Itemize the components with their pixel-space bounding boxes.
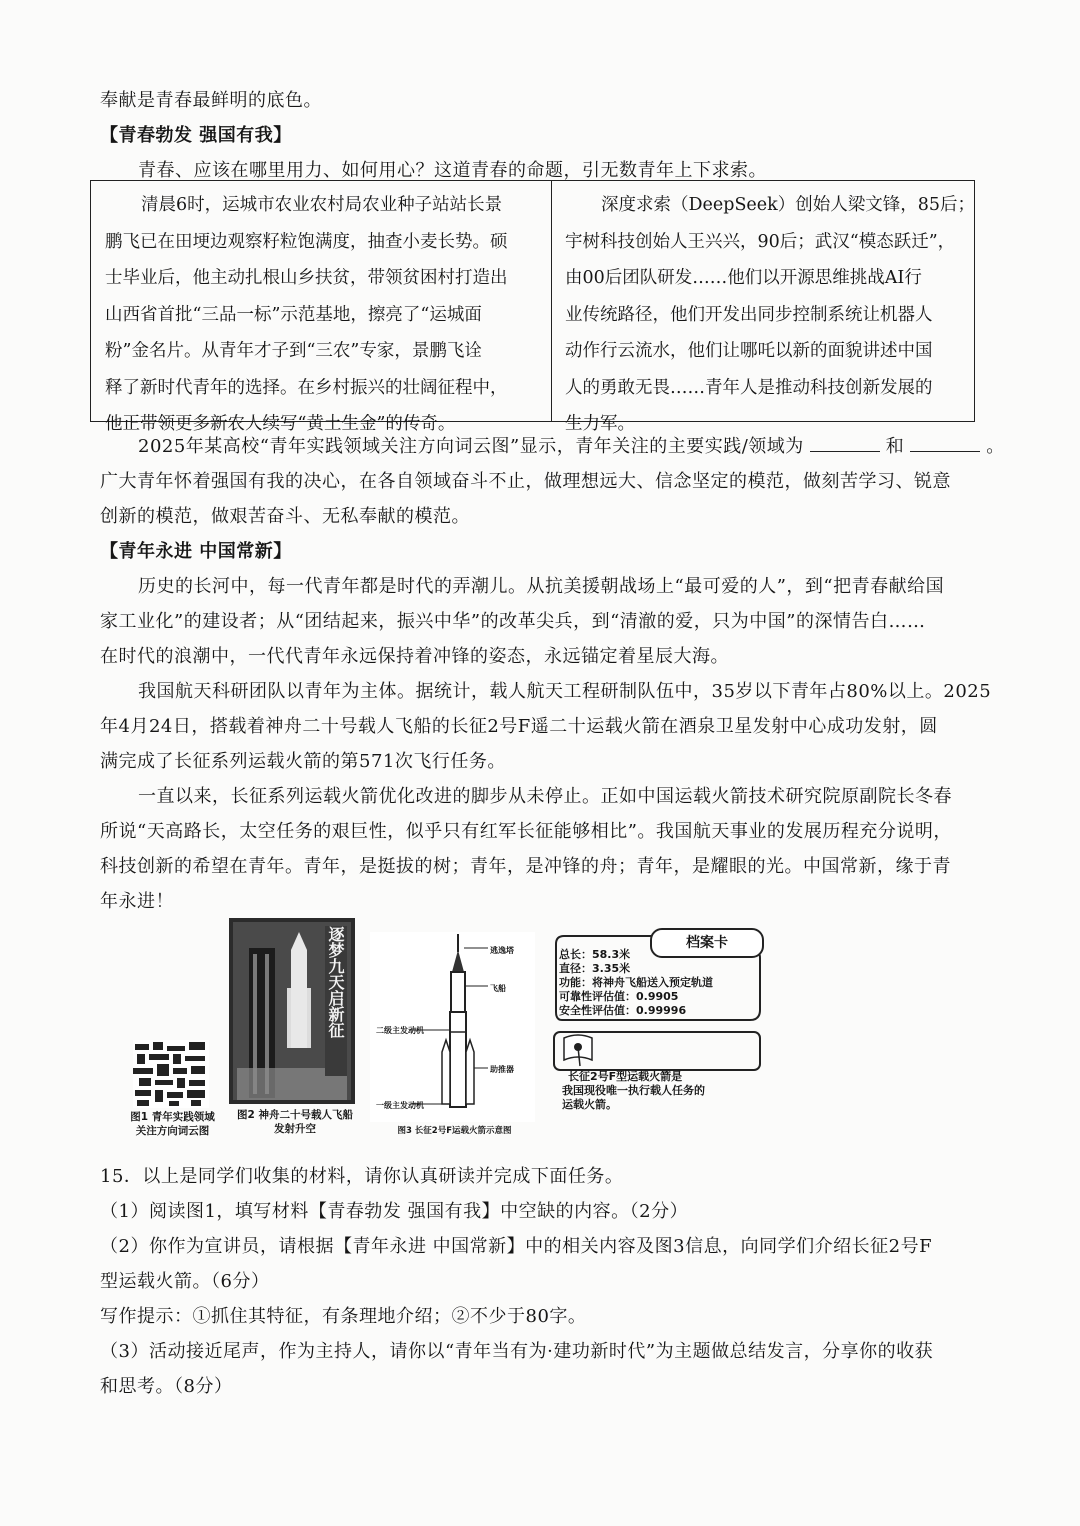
question-3-line: 和思考。（8分）	[100, 1376, 233, 1397]
label-escape-tower: 逃逸塔	[490, 946, 514, 955]
word-cloud-image	[133, 1040, 209, 1108]
para3-line: 科技创新的希望在青年。青年，是挺拔的树；青年，是冲锋的舟；青年，是耀眼的光。中国常新，缘于青	[100, 856, 951, 877]
right-line: 生力军。	[565, 414, 635, 434]
right-box-text	[565, 187, 975, 443]
archive-card-title: 档案卡	[650, 928, 764, 958]
left-line: 释了新时代青年的选择。在乡村振兴的壮阔征程中，	[105, 377, 508, 398]
question-stem: 15．以上是同学们收集的材料，请你认真研读并完成下面任务。	[100, 1166, 624, 1187]
right-line: 业传统路径，他们开发出同步控制系统让机器人	[565, 304, 933, 325]
question-2-line: （2）你作为宣讲员，请根据【青年永进 中国常新】中的相关内容及图3信息，向同学们介绍长征2号F	[100, 1236, 933, 1257]
section1-after-line: 创新的模范，做艰苦奋斗、无私奉献的模范。	[100, 506, 470, 527]
fig1-caption-line: 图1 青年实践领域	[130, 1111, 215, 1123]
left-box-text	[105, 187, 508, 443]
fig2-caption	[220, 1108, 370, 1136]
label-stage1-engine: 一级主发动机	[376, 1101, 424, 1110]
card-line: 安全性评估值：0.99996	[559, 1004, 687, 1017]
card-line: 可靠性评估值：0.9905	[559, 990, 679, 1003]
left-line: 清晨6时，运城市农业农村局农业种子站站长景	[141, 195, 503, 215]
intro-tail: 奉献是青春最鲜明的底色。	[100, 90, 322, 111]
card-note-line: 我国现役唯一执行载人任务的	[562, 1084, 705, 1097]
blank-2[interactable]	[910, 433, 980, 452]
right-line: 由00后团队研发……他们以开源思维挑战AI行	[565, 268, 922, 288]
label-spacecraft: 飞船	[490, 984, 506, 993]
card-note-line: 运载火箭。	[562, 1098, 617, 1111]
fill-prefix: 2025年某高校“青年实践领域关注方向词云图”显示，青年关注的主要实践/领域为	[138, 436, 804, 457]
fig1-caption-line: 关注方向词云图	[135, 1125, 210, 1137]
card-note-line: 长征2号F型运载火箭是	[568, 1070, 683, 1083]
section1-lead: 青春、应该在哪里用力、如何用心？这道青春的命题，引无数青年上下求索。	[138, 160, 767, 181]
left-line: 鹏飞已在田埂边观察籽粒饱满度，抽查小麦长势。硕	[105, 231, 508, 252]
material-box	[90, 180, 976, 434]
fill-mid: 和	[885, 436, 905, 457]
fig3-caption: 图3 长征2号F运载火箭示意图	[397, 1126, 512, 1136]
section2-heading: 【青年永进 中国常新】	[100, 541, 292, 562]
question-3-line: （3）活动接近尾声，作为主持人，请你以“青年当有为·建功新时代”为主题做总结发言，分享你的收获	[100, 1341, 934, 1362]
para1-line: 在时代的浪潮中，一代代青年永远保持着冲锋的姿态，永远锚定着星辰大海。	[100, 646, 729, 667]
label-stage2-engine: 二级主发动机	[376, 1026, 424, 1035]
right-line: 深度求索（DeepSeek）创始人梁文锋，85后；	[601, 195, 976, 215]
right-line: 人的勇敢无畏……青年人是推动科技创新发展的	[565, 377, 933, 398]
para3-line: 一直以来，长征系列运载火箭优化改进的脚步从未停止。正如中国运载火箭技术研究院原副院长冬春	[138, 786, 952, 807]
fill-in-sentence	[138, 432, 1005, 458]
para2-line: 满完成了长征系列运载火箭的第571次飞行任务。	[100, 751, 506, 772]
fill-end: 。	[986, 436, 1005, 457]
left-line: 士毕业后，他主动扎根山乡扶贫，带领贫困村打造出	[105, 268, 508, 288]
box-divider	[551, 181, 552, 421]
para2-line: 我国航天科研团队以青年为主体。据统计，载人航天工程研制队伍中，35岁以下青年占80%以上。2025	[138, 681, 992, 702]
writing-tip: 写作提示：①抓住其特征，有条理地介绍；②不少于80字。	[100, 1306, 587, 1327]
section1-heading: 【青春勃发 强国有我】	[100, 125, 292, 146]
card-line: 直径：3.35米	[559, 962, 631, 975]
para1-line: 历史的长河中，每一代青年都是时代的弄潮儿。从抗美援朝战场上“最可爱的人”，到“把青春献给国	[138, 576, 945, 597]
fig2-caption-line: 图2 神舟二十号载人飞船	[237, 1109, 353, 1121]
right-line: 动作行云流水，他们让哪吒以新的面貌讲述中国	[565, 341, 933, 361]
left-line: 他正带领更多新农人续写“黄土生金”的传奇。	[105, 414, 456, 434]
fig2-caption-line: 发射升空	[274, 1123, 316, 1135]
launch-banner: 逐梦九天启新征	[326, 926, 345, 1038]
card-line: 功能：将神舟飞船送入预定轨道	[559, 976, 713, 989]
para1-line: 家工业化”的建设者；从“团结起来，振兴中华”的改革尖兵，到“清澈的爱，只为中国”的深情告白……	[100, 611, 926, 632]
label-booster: 助推器	[490, 1065, 514, 1074]
card-line: 总长：58.3米	[559, 948, 631, 961]
blank-1[interactable]	[810, 433, 880, 452]
question-2-line: 型运载火箭。（6分）	[100, 1271, 270, 1292]
section1-after-line: 广大青年怀着强国有我的决心，在各自领域奋斗不止，做理想远大、信念坚定的模范，做刻苦学习、锐意	[100, 471, 951, 492]
para3-line: 所说“天高路长，太空任务的艰巨性，似乎只有红军长征能够相比”。我国航天事业的发展历程充分说明，	[100, 821, 952, 842]
left-line: 粉”金名片。从青年才子到“三农”专家，景鹏飞诠	[105, 341, 482, 361]
question-1: （1）阅读图1，填写材料【青春勃发 强国有我】中空缺的内容。（2分）	[100, 1201, 689, 1222]
right-line: 宇树科技创始人王兴兴，90后；武汉“模态跃迁”，	[565, 231, 956, 252]
left-line: 山西省首批“三品一标”示范基地，擦亮了“运城面	[105, 304, 482, 325]
para2-line: 年4月24日，搭载着神舟二十号载人飞船的长征2号F遥二十运载火箭在酒泉卫星发射中心成功发射，圆	[100, 716, 938, 737]
para3-line: 年永进！	[100, 891, 174, 912]
